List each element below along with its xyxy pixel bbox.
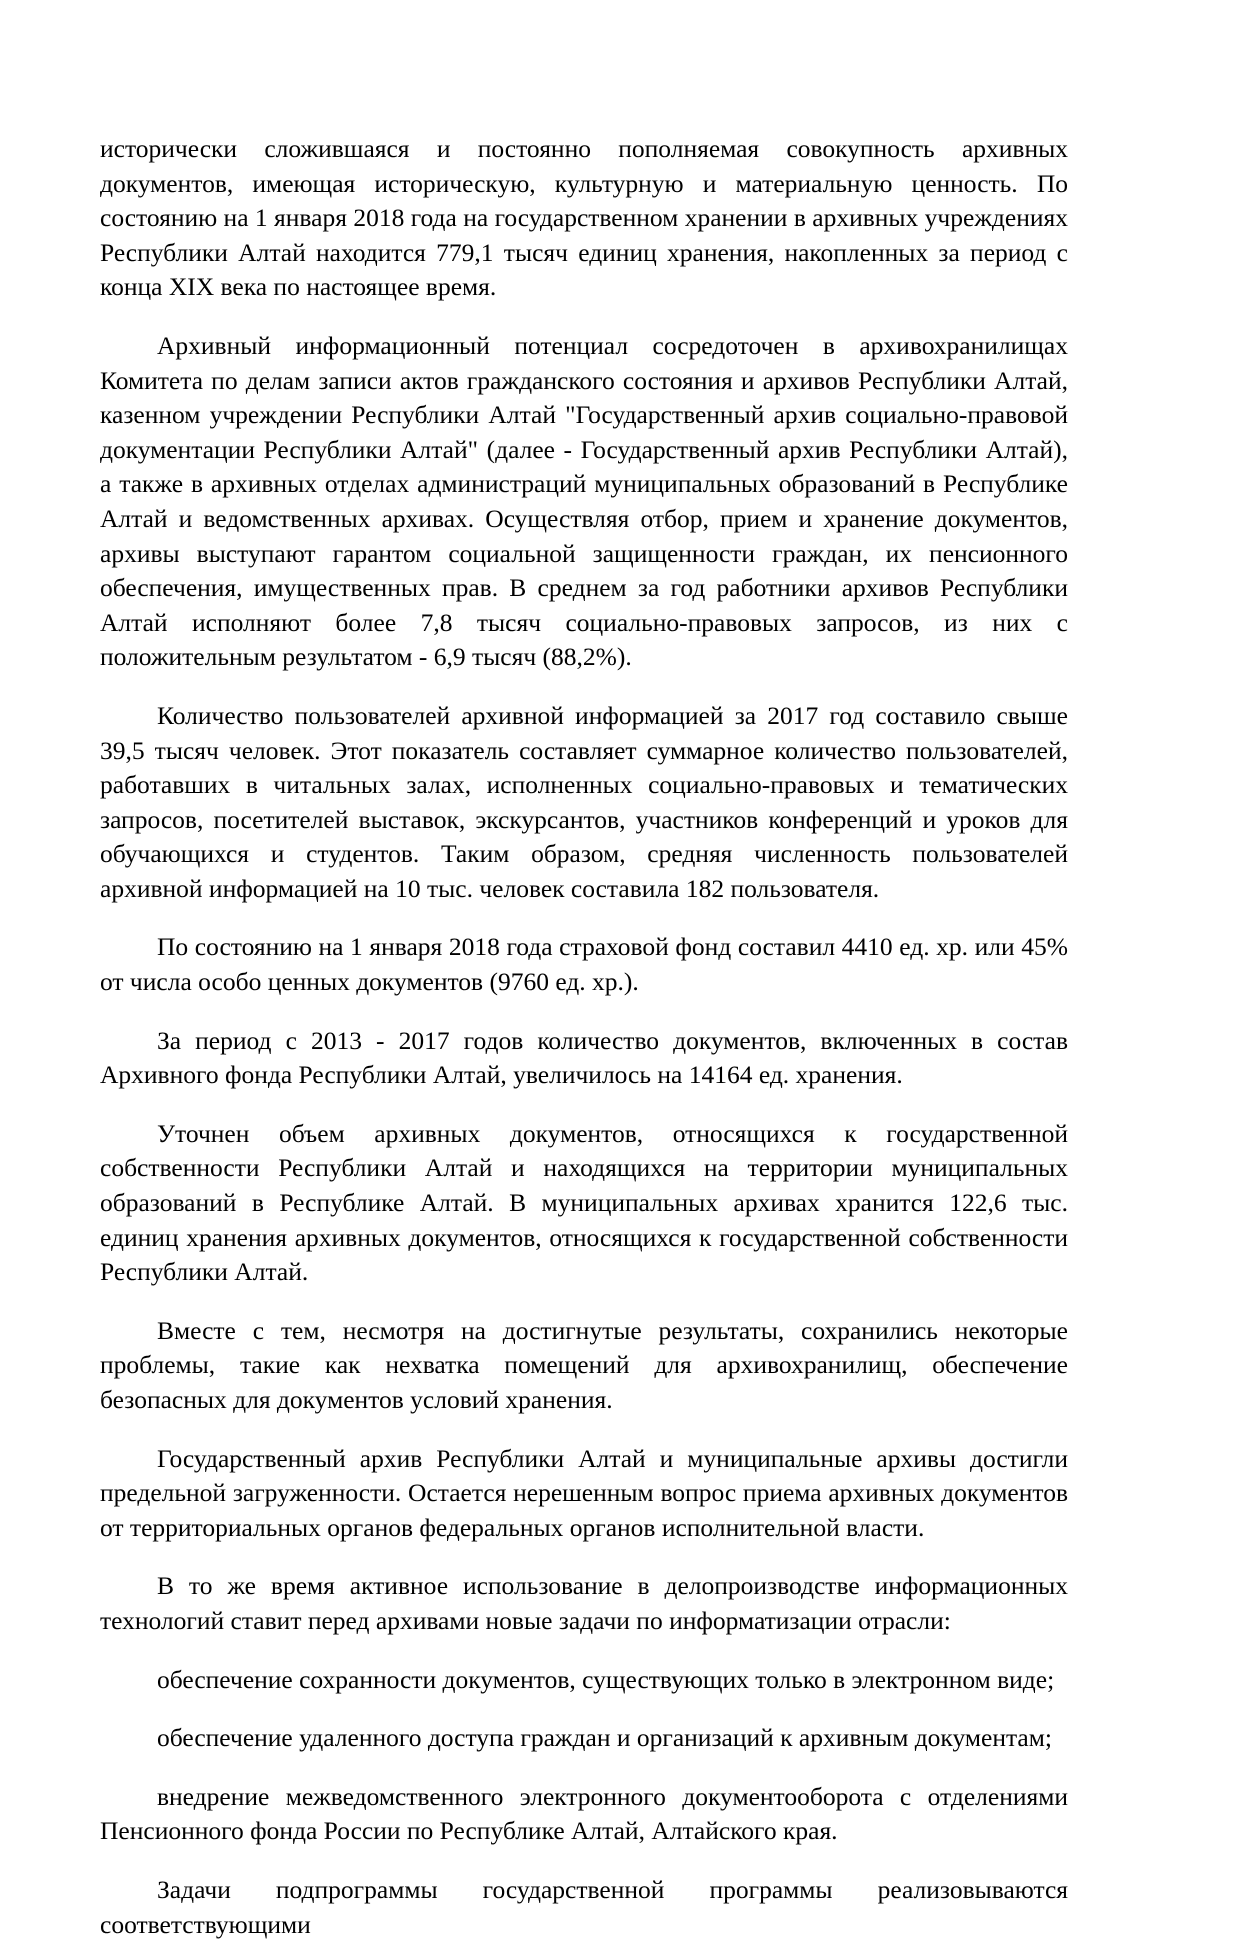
paragraph: Вместе с тем, несмотря на достигнутые результаты, сохранились некоторые проблемы, такие как нехватка помещений для архивохранилищ, обеспечение безопасных для документов условий хранения. [100,1315,1068,1414]
paragraph: внедрение межведомственного электронного документооборота с отделениями Пенсионного фонда России по Республике Алтай, Алтайского края. [100,1781,1068,1846]
paragraph: За период с 2013 - 2017 годов количество документов, включенных в состав Архивного фонда Республики Алтай, увеличилось на 14164 ед. хранения. [100,1025,1068,1090]
paragraph: Уточнен объем архивных документов, относящихся к государственной собственности Республики Алтай и находящихся на территории муниципальных образований в Республике Алтай. В муниципальных архивах хранится 122,6 тыс. единиц хранения архивных документов, относящихся к государственной собственности Республики Алтай. [100,1118,1068,1287]
paragraph-list-item: обеспечение сохранности документов, существующих только в электронном виде; [157,1664,1055,1694]
paragraph: В то же время активное использование в делопроизводстве информационных технологий ставит перед архивами новые задачи по информатизации отрасли: [100,1571,1068,1635]
paragraph: Задачи подпрограммы государственной программы реализовываются соответствующими [100,1874,1068,1939]
paragraph: Государственный архив Республики Алтай и муниципальные архивы достигли предельной загруженности. Остается нерешенным вопрос приема архивных документов от территориальных органов федеральных органов исполнительной власти. [100,1443,1068,1542]
paragraph: исторически сложившаяся и постоянно пополняемая совокупность архивных документов, имеющая историческую, культурную и материальную ценность. По состоянию на 1 января 2018 года на государственном хранении в архивных учреждениях Республики Алтай находится 779,1 тысяч единиц хранения, накопленных за период с конца XIX века по настоящее время. [100,134,1068,302]
paragraph: Архивный информационный потенциал сосредоточен в архивохранилищах Комитета по делам записи актов гражданского состояния и архивов Республики Алтай, казенном учреждении Республики Алтай "Государственный архив социально-правовой документации Республики Алтай" (далее - Государственный архив Республики Алтай), а также в архивных отделах администраций муниципальных образований в Республике Алтай и ведомственных архивах. Осуществляя отбор, прием и хранение документов, архивы выступают гарантом социальной защищенности граждан, их пенсионного обеспечения, имущественных прав. В среднем за год работники архивов Республики Алтай исполняют более 7,8 тысяч социально-правовых запросов, из них с положительным результатом - 6,9 тысяч (88,2%). [100,330,1068,672]
document-body [100,132,1068,1942]
paragraph-list-item: обеспечение удаленного доступа граждан и организаций к архивным документам; [157,1723,1052,1753]
paragraph: Количество пользователей архивной информацией за 2017 год составило свыше 39,5 тысяч человек. Этот показатель составляет суммарное количество пользователей, работавших в читальных залах, исполненных социально-правовых и тематических запросов, посетителей выставок, экскурсантов, участников конференций и уроков для обучающихся и студентов. Таким образом, средняя численность пользователей архивной информацией на 10 тыс. человек составила 182 пользователя. [100,700,1068,903]
paragraph: По состоянию на 1 января 2018 года страховой фонд составил 4410 ед. хр. или 45% от числа особо ценных документов (9760 ед. хр.). [100,932,1068,997]
